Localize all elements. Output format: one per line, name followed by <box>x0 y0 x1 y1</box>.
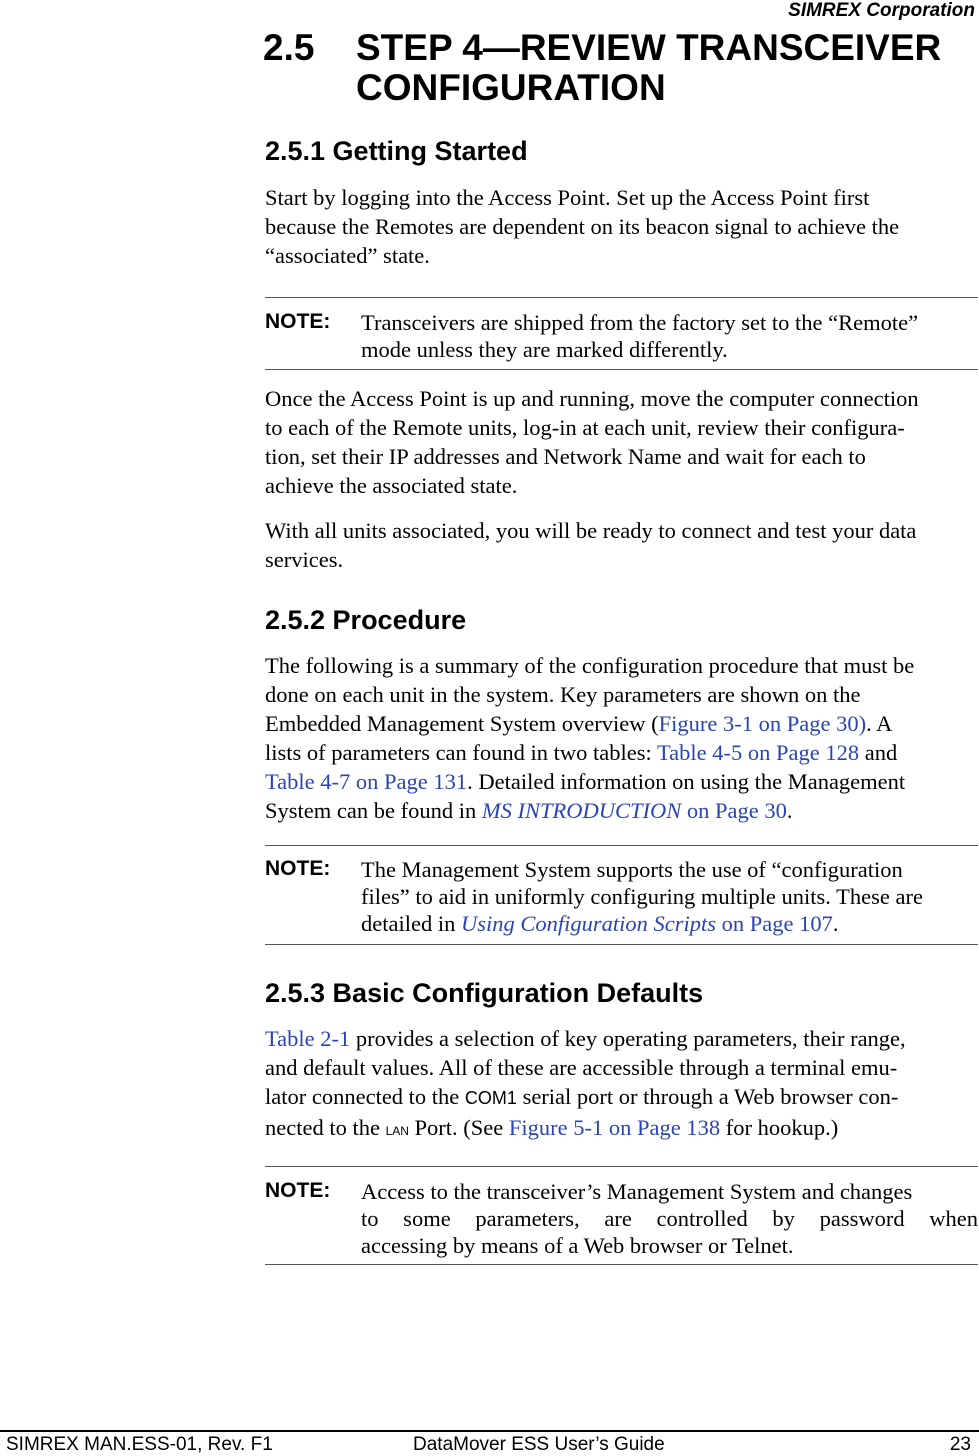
paragraph-procedure <box>265 651 977 825</box>
note-configuration-files <box>265 856 978 944</box>
lan-port-label: LAN <box>385 1124 409 1138</box>
section-title-line-2: CONFIGURATION <box>356 67 666 108</box>
text-span: and <box>859 740 898 765</box>
link-table-2-1[interactable]: Table 2-1 <box>265 1026 351 1051</box>
note-line: mode unless they are marked differently. <box>361 337 728 362</box>
link-italic-text: Using Configuration Scripts <box>460 911 716 936</box>
note-label: NOTE: <box>265 857 331 880</box>
note-rule-bottom <box>265 944 978 945</box>
text-line <box>265 738 977 767</box>
footer-rule <box>0 1430 979 1432</box>
note-factory-mode <box>265 309 978 369</box>
text-line: Start by logging into the Access Point. Set up the Access Point first <box>265 185 870 210</box>
link-figure-5-1[interactable]: Figure 5-1 on Page 138 <box>508 1115 721 1140</box>
section-number: 2.5 <box>263 27 315 68</box>
text-line <box>265 1113 977 1146</box>
note-line: The Management System supports the use of “configuration <box>361 857 903 882</box>
subsection-heading-procedure: 2.5.2 Procedure <box>265 605 467 635</box>
note-label: NOTE: <box>265 310 331 333</box>
text-span: System can be found in <box>265 798 482 823</box>
running-header: SIMREX Corporation <box>788 0 975 21</box>
subsection-heading-defaults: 2.5.3 Basic Configuration Defaults <box>265 978 704 1008</box>
text-line <box>265 1082 977 1113</box>
text-span: Port. (See <box>408 1115 509 1140</box>
footer-guide-title: DataMover ESS User’s Guide <box>413 1434 665 1455</box>
link-table-4-5[interactable]: Table 4-5 on Page 128 <box>657 740 860 765</box>
note-rule-top <box>265 1166 978 1167</box>
paragraph-getting-started <box>265 183 977 270</box>
note-password <box>265 1178 978 1263</box>
text-line <box>265 1024 977 1053</box>
text-line: services. <box>265 547 344 572</box>
text-span: nected to the <box>265 1115 386 1140</box>
text-line <box>265 767 977 796</box>
footer-page-number: 23 <box>949 1434 971 1455</box>
paragraph-defaults <box>265 1024 977 1146</box>
note-line: Transceivers are shipped from the factory set to the “Remote” <box>361 310 919 335</box>
text-line: The following is a summary of the configuration procedure that must be <box>265 653 915 678</box>
link-text: on Page 107 <box>716 911 833 936</box>
text-line <box>265 796 977 825</box>
text-line: done on each unit in the system. Key parameters are shown on the <box>265 682 861 707</box>
note-line: accessing by means of a Web browser or Telnet. <box>361 1233 794 1258</box>
note-label: NOTE: <box>265 1179 331 1202</box>
link-italic-text: MS INTRODUCTION <box>481 798 682 823</box>
link-configuration-scripts[interactable] <box>461 911 833 936</box>
text-span: . <box>786 798 793 823</box>
text-line: tion, set their IP addresses and Network Name and wait for each to <box>265 444 866 469</box>
paragraph-remote-login <box>265 384 977 500</box>
footer-doc-id: SIMREX MAN.ESS-01, Rev. F1 <box>6 1434 273 1455</box>
text-line: Once the Access Point is up and running, move the computer connection <box>265 386 919 411</box>
note-rule-top <box>265 845 978 846</box>
note-line: to some parameters, are controlled by password when <box>361 1206 978 1231</box>
subsection-heading-getting-started: 2.5.1 Getting Started <box>265 136 528 166</box>
text-line <box>265 709 977 738</box>
com1-port-label: COM1 <box>464 1088 517 1108</box>
text-span: . <box>832 911 839 936</box>
text-span: detailed in <box>361 911 461 936</box>
text-span: provides a selection of key operating parameters, their range, <box>350 1026 906 1051</box>
text-line: With all units associated, you will be ready to connect and test your data <box>265 518 917 543</box>
text-line: because the Remotes are dependent on its beacon signal to achieve the <box>265 214 900 239</box>
note-line <box>361 910 978 937</box>
text-span: lator connected to the <box>265 1084 465 1109</box>
paragraph-associated <box>265 516 977 574</box>
link-ms-introduction[interactable] <box>482 798 787 823</box>
link-text: on Page 30 <box>681 798 787 823</box>
text-span: for hookup.) <box>720 1115 839 1140</box>
text-line: “associated” state. <box>265 243 430 268</box>
note-rule-bottom <box>265 369 978 370</box>
text-line: and default values. All of these are accessible through a terminal emu- <box>265 1055 898 1080</box>
text-span: serial port or through a Web browser con- <box>516 1084 899 1109</box>
section-title-line-1: STEP 4—REVIEW TRANSCEIVER <box>356 27 942 68</box>
link-table-4-7[interactable]: Table 4-7 on Page 131 <box>265 769 468 794</box>
text-span: Embedded Management System overview ( <box>265 711 659 736</box>
note-line: Access to the transceiver’s Management System and changes <box>361 1179 913 1204</box>
text-line: achieve the associated state. <box>265 473 518 498</box>
text-span: lists of parameters can found in two tables: <box>265 740 657 765</box>
note-rule-bottom <box>265 1264 978 1265</box>
note-line: files” to aid in uniformly configuring multiple units. These are <box>361 884 923 909</box>
link-figure-3-1[interactable]: Figure 3-1 on Page 30) <box>658 711 867 736</box>
text-span: . A <box>866 711 893 736</box>
text-span: . Detailed information on using the Management <box>467 769 906 794</box>
text-line: to each of the Remote units, log-in at each unit, review their configura- <box>265 415 905 440</box>
note-rule-top <box>265 297 978 298</box>
